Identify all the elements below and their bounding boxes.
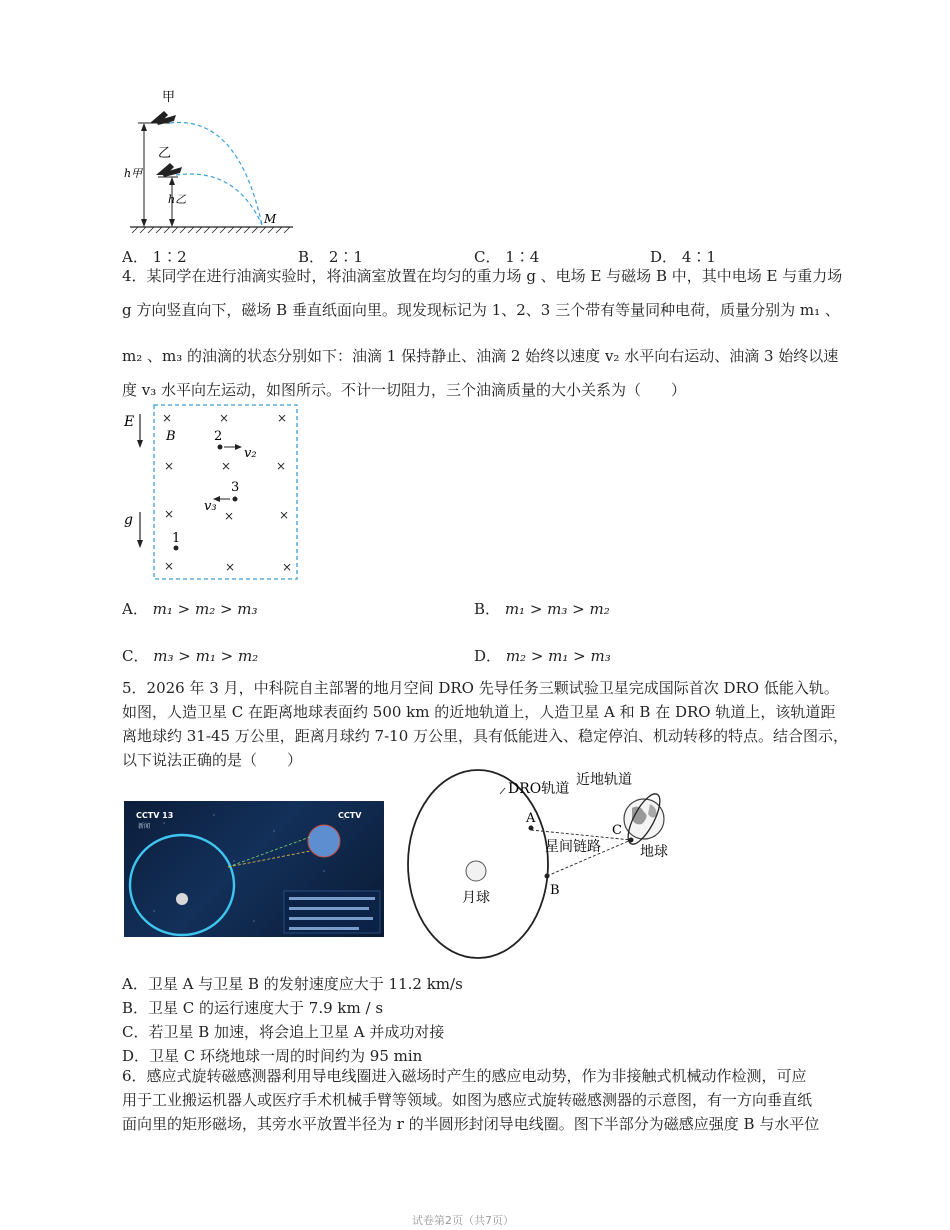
satellite-c: [629, 838, 634, 843]
label-jia: 甲: [162, 90, 176, 105]
moon-icon: [176, 893, 188, 905]
label-link: 星间链路: [545, 839, 601, 855]
q5-line-4: 以下说法正确的是（ ）: [122, 751, 303, 769]
q5-option-b: B．卫星 C 的运行速度大于 7.9 km / s: [122, 999, 384, 1017]
svg-text:×: ×: [221, 459, 232, 473]
q4-option-b: B． m₁ > m₃ > m₂: [474, 600, 610, 618]
q4-option-a: A． m₁ > m₂ > m₃: [122, 600, 258, 618]
label-c: C: [612, 823, 622, 838]
svg-text:×: ×: [279, 508, 290, 522]
svg-text:×: ×: [164, 507, 175, 521]
cctv13-logo: CCTV 13: [136, 811, 174, 820]
svg-text:×: ×: [219, 411, 230, 425]
label-hyi: h乙: [168, 193, 187, 206]
svg-text:×: ×: [162, 411, 173, 425]
moon-icon: [466, 861, 486, 881]
q6-line-3: 面向里的矩形磁场，其旁水平放置半径为 r 的半圆形封闭导电线圈。图下半部分为磁感应强度 B 与水平位: [122, 1115, 820, 1133]
cctv13-sub: 新闻: [138, 823, 151, 830]
q5-line-1: 5．2026 年 3 月，中科院自主部署的地月空间 DRO 先导任务三颗试验卫星完成国际首次 DRO 低能入轨。: [122, 679, 839, 697]
label-yi: 乙: [158, 146, 172, 161]
q5-option-a: A．卫星 A 与卫星 B 的发射速度应大于 11.2 km/s: [122, 975, 463, 993]
q3-figure: [118, 85, 308, 240]
q4-line-1: 4．某同学在进行油滴实验时，将油滴室放置在均匀的重力场 g 、电场 E 与磁场 B 中，其中电场 E 与重力场: [122, 267, 843, 285]
drop-1-label: 1: [172, 531, 181, 546]
label-leo: 近地轨道: [576, 772, 632, 788]
label-hjia: h甲: [124, 167, 143, 180]
satellite-a: [529, 826, 534, 831]
oil-drop-3: [233, 497, 238, 502]
q5-option-c: C．若卫星 B 加速，将会追上卫星 A 并成功对接: [122, 1023, 445, 1041]
v3-label: v₃: [204, 499, 217, 514]
label-a: A: [526, 811, 536, 826]
svg-text:×: ×: [164, 459, 175, 473]
label-dro: DRO轨道: [508, 781, 570, 797]
svg-text:×: ×: [225, 560, 236, 574]
oil-drop-1: [174, 546, 179, 551]
q3-option-b: B． 2∶1: [298, 248, 363, 266]
q3-option-d: D． 4∶1: [650, 248, 716, 266]
dro-orbit-glow: [130, 835, 234, 935]
v2-label: v₂: [244, 446, 257, 461]
label-moon: 月球: [462, 890, 490, 906]
cctv-logo: CCTV: [338, 811, 362, 820]
label-g: g: [124, 512, 133, 528]
drop-2-label: 2: [214, 429, 223, 444]
q6-line-1: 6．感应式旋转磁感测器利用导电线圈进入磁场时产生的感应电动势，作为非接触式机械动作检测，可应: [122, 1067, 807, 1085]
label-E: E: [124, 414, 135, 430]
q5-line-2: 如图，人造卫星 C 在距离地球表面约 500 km 的近地轨道上，人造卫星 A 和 B 在 DRO 轨道上，该轨道距: [122, 703, 836, 721]
q5-news-photo: [124, 801, 384, 937]
q3-option-a: A． 1∶2: [122, 248, 187, 266]
field-crosses: [162, 411, 292, 574]
page-footer: 试卷第2页（共7页）: [412, 1214, 514, 1227]
q5-line-3: 离地球约 31-45 万公里，距离月球约 7-10 万公里，具有低能进入、稳定停泊、机动转移的特点。结合图示，: [122, 727, 849, 745]
q4-option-c: C． m₃ > m₁ > m₂: [122, 647, 259, 665]
oil-drop-2: [218, 445, 223, 450]
svg-text:×: ×: [164, 559, 175, 573]
label-M: M: [264, 212, 277, 226]
label-earth: 地球: [640, 844, 668, 860]
drop-3-label: 3: [231, 480, 240, 495]
svg-text:×: ×: [224, 509, 235, 523]
q5-orbit-diagram: [404, 764, 684, 964]
q4-option-d: D． m₂ > m₁ > m₃: [474, 647, 611, 665]
svg-text:×: ×: [277, 411, 288, 425]
q4-line-4: 度 v₃ 水平向左运动，如图所示。不计一切阻力，三个油滴质量的大小关系为（ ）: [122, 381, 687, 399]
q6-line-2: 用于工业搬运机器人或医疗手术机械手臂等领域。如图为感应式旋转磁感测器的示意图，有一方向垂直纸: [122, 1091, 813, 1109]
q5-option-d: D．卫星 C 环绕地球一周的时间约为 95 min: [122, 1047, 423, 1065]
satellite-b: [545, 874, 550, 879]
q4-figure: [118, 402, 308, 587]
label-b: B: [550, 883, 560, 898]
svg-text:×: ×: [282, 560, 293, 574]
q4-line-3: m₂ 、m₃ 的油滴的状态分别如下：油滴 1 保持静止、油滴 2 始终以速度 v₂ 水平向右运动、油滴 3 始终以速: [122, 347, 839, 365]
svg-text:×: ×: [276, 459, 287, 473]
label-B: B: [166, 429, 176, 444]
q3-option-c: C． 1∶4: [474, 248, 540, 266]
q4-line-2: g 方向竖直向下，磁场 B 垂直纸面向里。现发现标记为 1、2、3 三个带有等量同种电荷，质量分别为 m₁ 、: [122, 301, 840, 319]
